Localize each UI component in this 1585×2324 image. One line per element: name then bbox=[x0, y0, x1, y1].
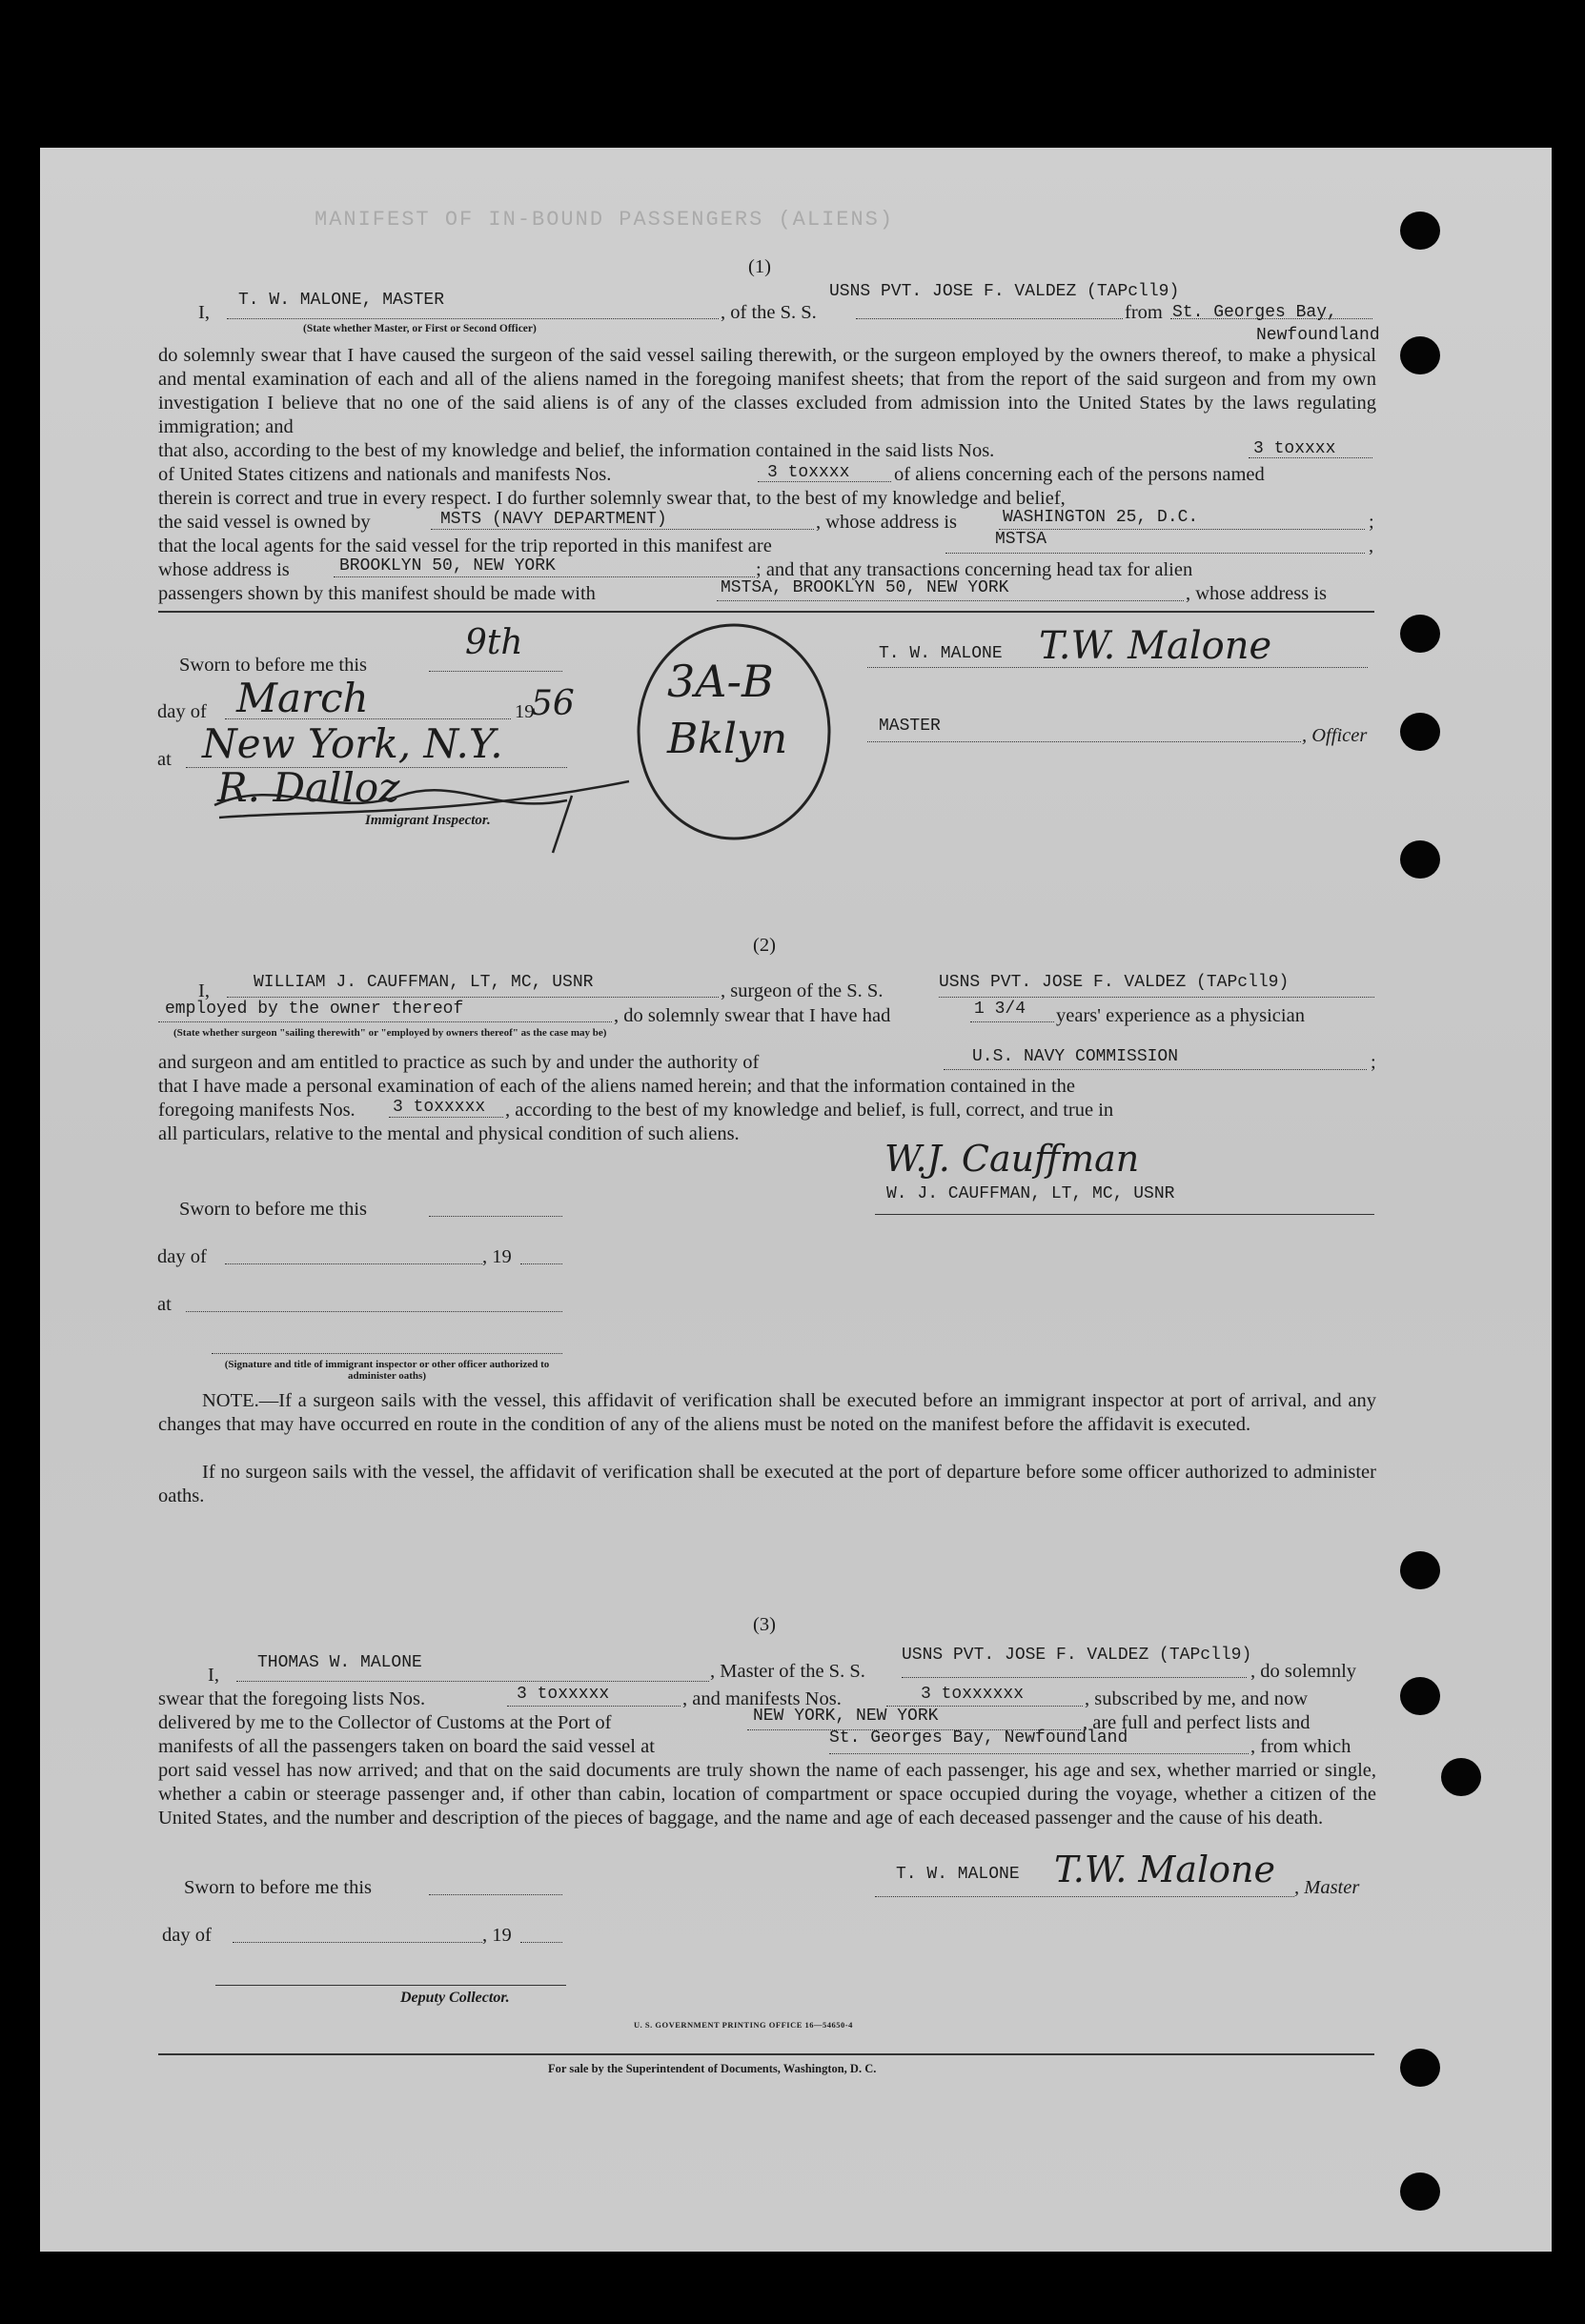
signer-name: T. W. MALONE bbox=[896, 1865, 1020, 1884]
note-paragraph: NOTE.—If a surgeon sails with the vessel, this affidavit of verification shall be executed before an immigrant inspector at port of arrival, and any changes that may have occurred en route in the condition of any of the aliens must be noted on the manifest before the affidavit is executed. bbox=[158, 1390, 1376, 1435]
manifests-nos: 3 toxxxxxx bbox=[921, 1685, 1025, 1704]
label: manifests of all the passengers taken on board the said vessel at bbox=[158, 1736, 655, 1757]
label: swear that the foregoing lists Nos. bbox=[158, 1688, 426, 1709]
blank-line bbox=[227, 997, 719, 998]
surgeon-name-typed: W. J. CAUFFMAN, LT, MC, USNR bbox=[886, 1184, 1175, 1203]
section-number: (3) bbox=[753, 1614, 776, 1635]
label: therein is correct and true in every respect. I do further solemnly swear that, to the best of my knowledge and belief, bbox=[158, 488, 1066, 509]
label: , 19 bbox=[482, 1246, 512, 1267]
handwritten-month: March bbox=[236, 675, 369, 721]
inspector-signature: R. Dalloz bbox=[217, 764, 400, 811]
master-name: THOMAS W. MALONE bbox=[257, 1653, 422, 1672]
label: and surgeon and am entitled to practice as such by and under the authority of bbox=[158, 1052, 760, 1073]
label: that I have made a personal examination of each of the aliens named herein; and that the information contained in the bbox=[158, 1076, 1075, 1097]
local-agents: MSTSA bbox=[995, 530, 1047, 549]
blank-line bbox=[158, 1021, 612, 1022]
label: I, bbox=[198, 980, 210, 1001]
label: , and manifests Nos. bbox=[682, 1688, 842, 1709]
label: day of bbox=[157, 701, 207, 722]
label: years' experience as a physician bbox=[1056, 1005, 1305, 1026]
label: , 19 bbox=[482, 1925, 512, 1946]
label: , do solemnly swear that I have had bbox=[614, 1005, 891, 1026]
origin-port-line2: Newfoundland bbox=[1256, 326, 1380, 345]
head-tax-party: MSTSA, BROOKLYN 50, NEW YORK bbox=[721, 578, 1009, 597]
label: delivered by me to the Collector of Customs at the Port of bbox=[158, 1712, 612, 1733]
blank-line bbox=[520, 1942, 562, 1943]
blank-line bbox=[875, 1214, 1374, 1215]
punch-hole bbox=[1400, 615, 1440, 653]
blank-line bbox=[334, 576, 755, 577]
section-number: (1) bbox=[748, 256, 771, 277]
label: that also, according to the best of my knowledge and belief, the information contained in the said lists Nos. bbox=[158, 440, 995, 461]
blank-line bbox=[856, 318, 1123, 319]
punch-hole bbox=[1400, 1551, 1440, 1589]
blank-line bbox=[507, 1706, 681, 1707]
surgeon-name: WILLIAM J. CAUFFMAN, LT, MC, USNR bbox=[254, 973, 594, 992]
owner-address: WASHINGTON 25, D.C. bbox=[1003, 508, 1199, 527]
vessel-name: USNS PVT. JOSE F. VALDEZ (TAPcll9) bbox=[939, 973, 1290, 992]
printing-office-line: U. S. GOVERNMENT PRINTING OFFICE 16—54650-4 bbox=[634, 2020, 853, 2030]
blank-line bbox=[999, 529, 1365, 530]
blank-line bbox=[431, 529, 814, 530]
caption: (State whether Master, or First or Second Officer) bbox=[303, 323, 537, 334]
handwritten-day: 9th bbox=[465, 623, 523, 662]
manifests-nos: 3 toxxxx bbox=[767, 463, 850, 482]
label: I, bbox=[208, 1665, 219, 1686]
agents-address: BROOKLYN 50, NEW YORK bbox=[339, 556, 556, 576]
label: , Officer bbox=[1302, 725, 1368, 746]
caption: Immigrant Inspector. bbox=[365, 813, 491, 828]
manifests-nos: 3 toxxxxx bbox=[393, 1098, 486, 1117]
for-sale-line: For sale by the Superintendent of Documents, Washington, D. C. bbox=[548, 2062, 877, 2075]
signer-name: T. W. MALONE bbox=[879, 644, 1003, 663]
separator bbox=[158, 611, 1374, 613]
punch-hole bbox=[1400, 336, 1440, 374]
handwritten-place: New York, N.Y. bbox=[202, 720, 503, 767]
label: , are full and perfect lists and bbox=[1083, 1712, 1311, 1733]
label: foregoing manifests Nos. bbox=[158, 1100, 356, 1121]
vessel-name: USNS PVT. JOSE F. VALDEZ (TAPcll9) bbox=[902, 1646, 1252, 1665]
blank-line bbox=[429, 1216, 562, 1217]
blank-line bbox=[215, 1985, 566, 1986]
label: , Master of the S. S. bbox=[710, 1661, 865, 1682]
origin-port: St. Georges Bay, bbox=[1172, 303, 1337, 322]
lists-nos: 3 toxxxx bbox=[1253, 439, 1336, 458]
oath-paragraph: port said vessel has now arrived; and that on the said documents are truly shown the name of each passenger, his age and sex, whether married or single, whether a cabin or steerage passenger and, if other than cabin, location of compartment or space occupied during the voyage, whether a citizen of the United States, and the number and description of the pieces of baggage, and the name and age of each deceased passenger and the cause of his death. bbox=[158, 1760, 1376, 1829]
caption: Deputy Collector. bbox=[400, 1990, 510, 2006]
label: day of bbox=[157, 1246, 207, 1267]
label: , Master bbox=[1294, 1877, 1360, 1898]
label: at bbox=[157, 1294, 172, 1315]
signature-flourish bbox=[210, 762, 639, 858]
label: 19 bbox=[515, 701, 535, 722]
blank-line bbox=[875, 1896, 1294, 1897]
punch-hole bbox=[1400, 2172, 1440, 2211]
caption: (Signature and title of immigrant inspector or other officer authorized to administer oaths) bbox=[224, 1359, 550, 1382]
oath-paragraph: do solemnly swear that I have caused the surgeon of the said vessel sailing therewith, or the surgeon employed by the owners thereof, to make a physical and mental examination of each and all of the aliens named in the foregoing manifest sheets; that from the report of the said surgeon and from my own investigation I believe that no one of the said aliens is of any of the classes excluded from admission into the United States by the laws regulating immigration; and bbox=[158, 345, 1376, 437]
signer-signature: T.W. Malone bbox=[1054, 1849, 1275, 1890]
signer-title: MASTER bbox=[879, 717, 941, 736]
blank-line bbox=[186, 1311, 562, 1312]
blank-line bbox=[236, 1681, 709, 1682]
arrival-port: NEW YORK, NEW YORK bbox=[753, 1707, 939, 1726]
label: , whose address is bbox=[1186, 583, 1328, 604]
blank-line bbox=[520, 1263, 562, 1264]
years-experience: 1 3/4 bbox=[974, 1000, 1026, 1019]
faded-header: MANIFEST OF IN-BOUND PASSENGERS (ALIENS) bbox=[315, 208, 895, 232]
label: Sworn to before me this bbox=[179, 1199, 367, 1220]
blank-line bbox=[233, 1942, 482, 1943]
label: whose address is bbox=[158, 559, 290, 580]
blank-line bbox=[902, 1677, 1247, 1678]
blank-line bbox=[945, 553, 1365, 554]
label: Sworn to before me this bbox=[184, 1877, 372, 1898]
punch-hole bbox=[1400, 840, 1440, 879]
blank-line bbox=[829, 1753, 1249, 1754]
blank-line bbox=[429, 671, 562, 672]
section-number: (2) bbox=[753, 935, 776, 956]
surgeon-signature: W.J. Cauffman bbox=[884, 1138, 1140, 1180]
label: , surgeon of the S. S. bbox=[721, 980, 884, 1001]
label: , of the S. S. bbox=[721, 302, 817, 323]
label: all particulars, relative to the mental and physical condition of such aliens. bbox=[158, 1123, 740, 1144]
blank-line bbox=[227, 318, 719, 319]
label: ; and that any transactions concerning head tax for alien bbox=[756, 559, 1193, 580]
employment-status: employed by the owner thereof bbox=[165, 1000, 464, 1019]
label: Sworn to before me this bbox=[179, 655, 367, 676]
label: of aliens concerning each of the persons named bbox=[894, 464, 1265, 485]
blank-line bbox=[389, 1117, 503, 1118]
blank-line bbox=[225, 1263, 482, 1264]
vessel-name: USNS PVT. JOSE F. VALDEZ (TAPcll9) bbox=[829, 282, 1180, 301]
separator bbox=[158, 2053, 1374, 2055]
punch-hole bbox=[1441, 1758, 1481, 1796]
label: , from which bbox=[1250, 1736, 1351, 1757]
caption: (State whether surgeon "sailing therewith" or "employed by owners thereof" as the case may be) bbox=[173, 1027, 607, 1039]
blank-line bbox=[867, 741, 1301, 742]
label: , according to the best of my knowledge and belief, is full, correct, and true in bbox=[505, 1100, 1114, 1121]
label: the said vessel is owned by bbox=[158, 512, 371, 533]
stamp-text: 3A-B bbox=[667, 656, 774, 707]
lists-nos: 3 toxxxxx bbox=[517, 1685, 610, 1704]
blank-line bbox=[970, 1021, 1054, 1022]
label: , subscribed by me, and now bbox=[1085, 1688, 1308, 1709]
authority: U.S. NAVY COMMISSION bbox=[972, 1047, 1179, 1066]
punch-hole bbox=[1400, 2049, 1440, 2087]
departure-port: St. Georges Bay, Newfoundland bbox=[829, 1728, 1128, 1748]
punch-hole bbox=[1400, 713, 1440, 751]
owner: MSTS (NAVY DEPARTMENT) bbox=[440, 510, 667, 529]
master-name: T. W. MALONE, MASTER bbox=[238, 291, 445, 310]
blank-line bbox=[717, 600, 1184, 601]
label: , whose address is bbox=[816, 512, 958, 533]
label: day of bbox=[162, 1925, 212, 1946]
label: ; bbox=[1371, 1052, 1376, 1073]
label: , do solemnly bbox=[1250, 1661, 1357, 1682]
blank-line bbox=[944, 1069, 1367, 1070]
label: , bbox=[1369, 536, 1374, 556]
blank-line bbox=[939, 997, 1374, 998]
blank-line bbox=[212, 1353, 562, 1354]
label: at bbox=[157, 749, 172, 770]
label: from bbox=[1125, 302, 1163, 323]
punch-hole bbox=[1400, 1677, 1440, 1715]
label: ; bbox=[1369, 512, 1374, 533]
note-paragraph: If no surgeon sails with the vessel, the affidavit of verification shall be executed at the port of departure before some officer authorized to administer oaths. bbox=[158, 1462, 1376, 1506]
label: I, bbox=[198, 302, 210, 323]
signer-signature: T.W. Malone bbox=[1039, 624, 1272, 668]
handwritten-year: 56 bbox=[531, 684, 575, 723]
stamp-text: Bklyn bbox=[667, 715, 788, 763]
label: of United States citizens and nationals and manifests Nos. bbox=[158, 464, 612, 485]
label: that the local agents for the said vessel for the trip reported in this manifest are bbox=[158, 536, 772, 556]
blank-line bbox=[429, 1894, 562, 1895]
label: passengers shown by this manifest should be made with bbox=[158, 583, 596, 604]
punch-hole bbox=[1400, 212, 1440, 250]
